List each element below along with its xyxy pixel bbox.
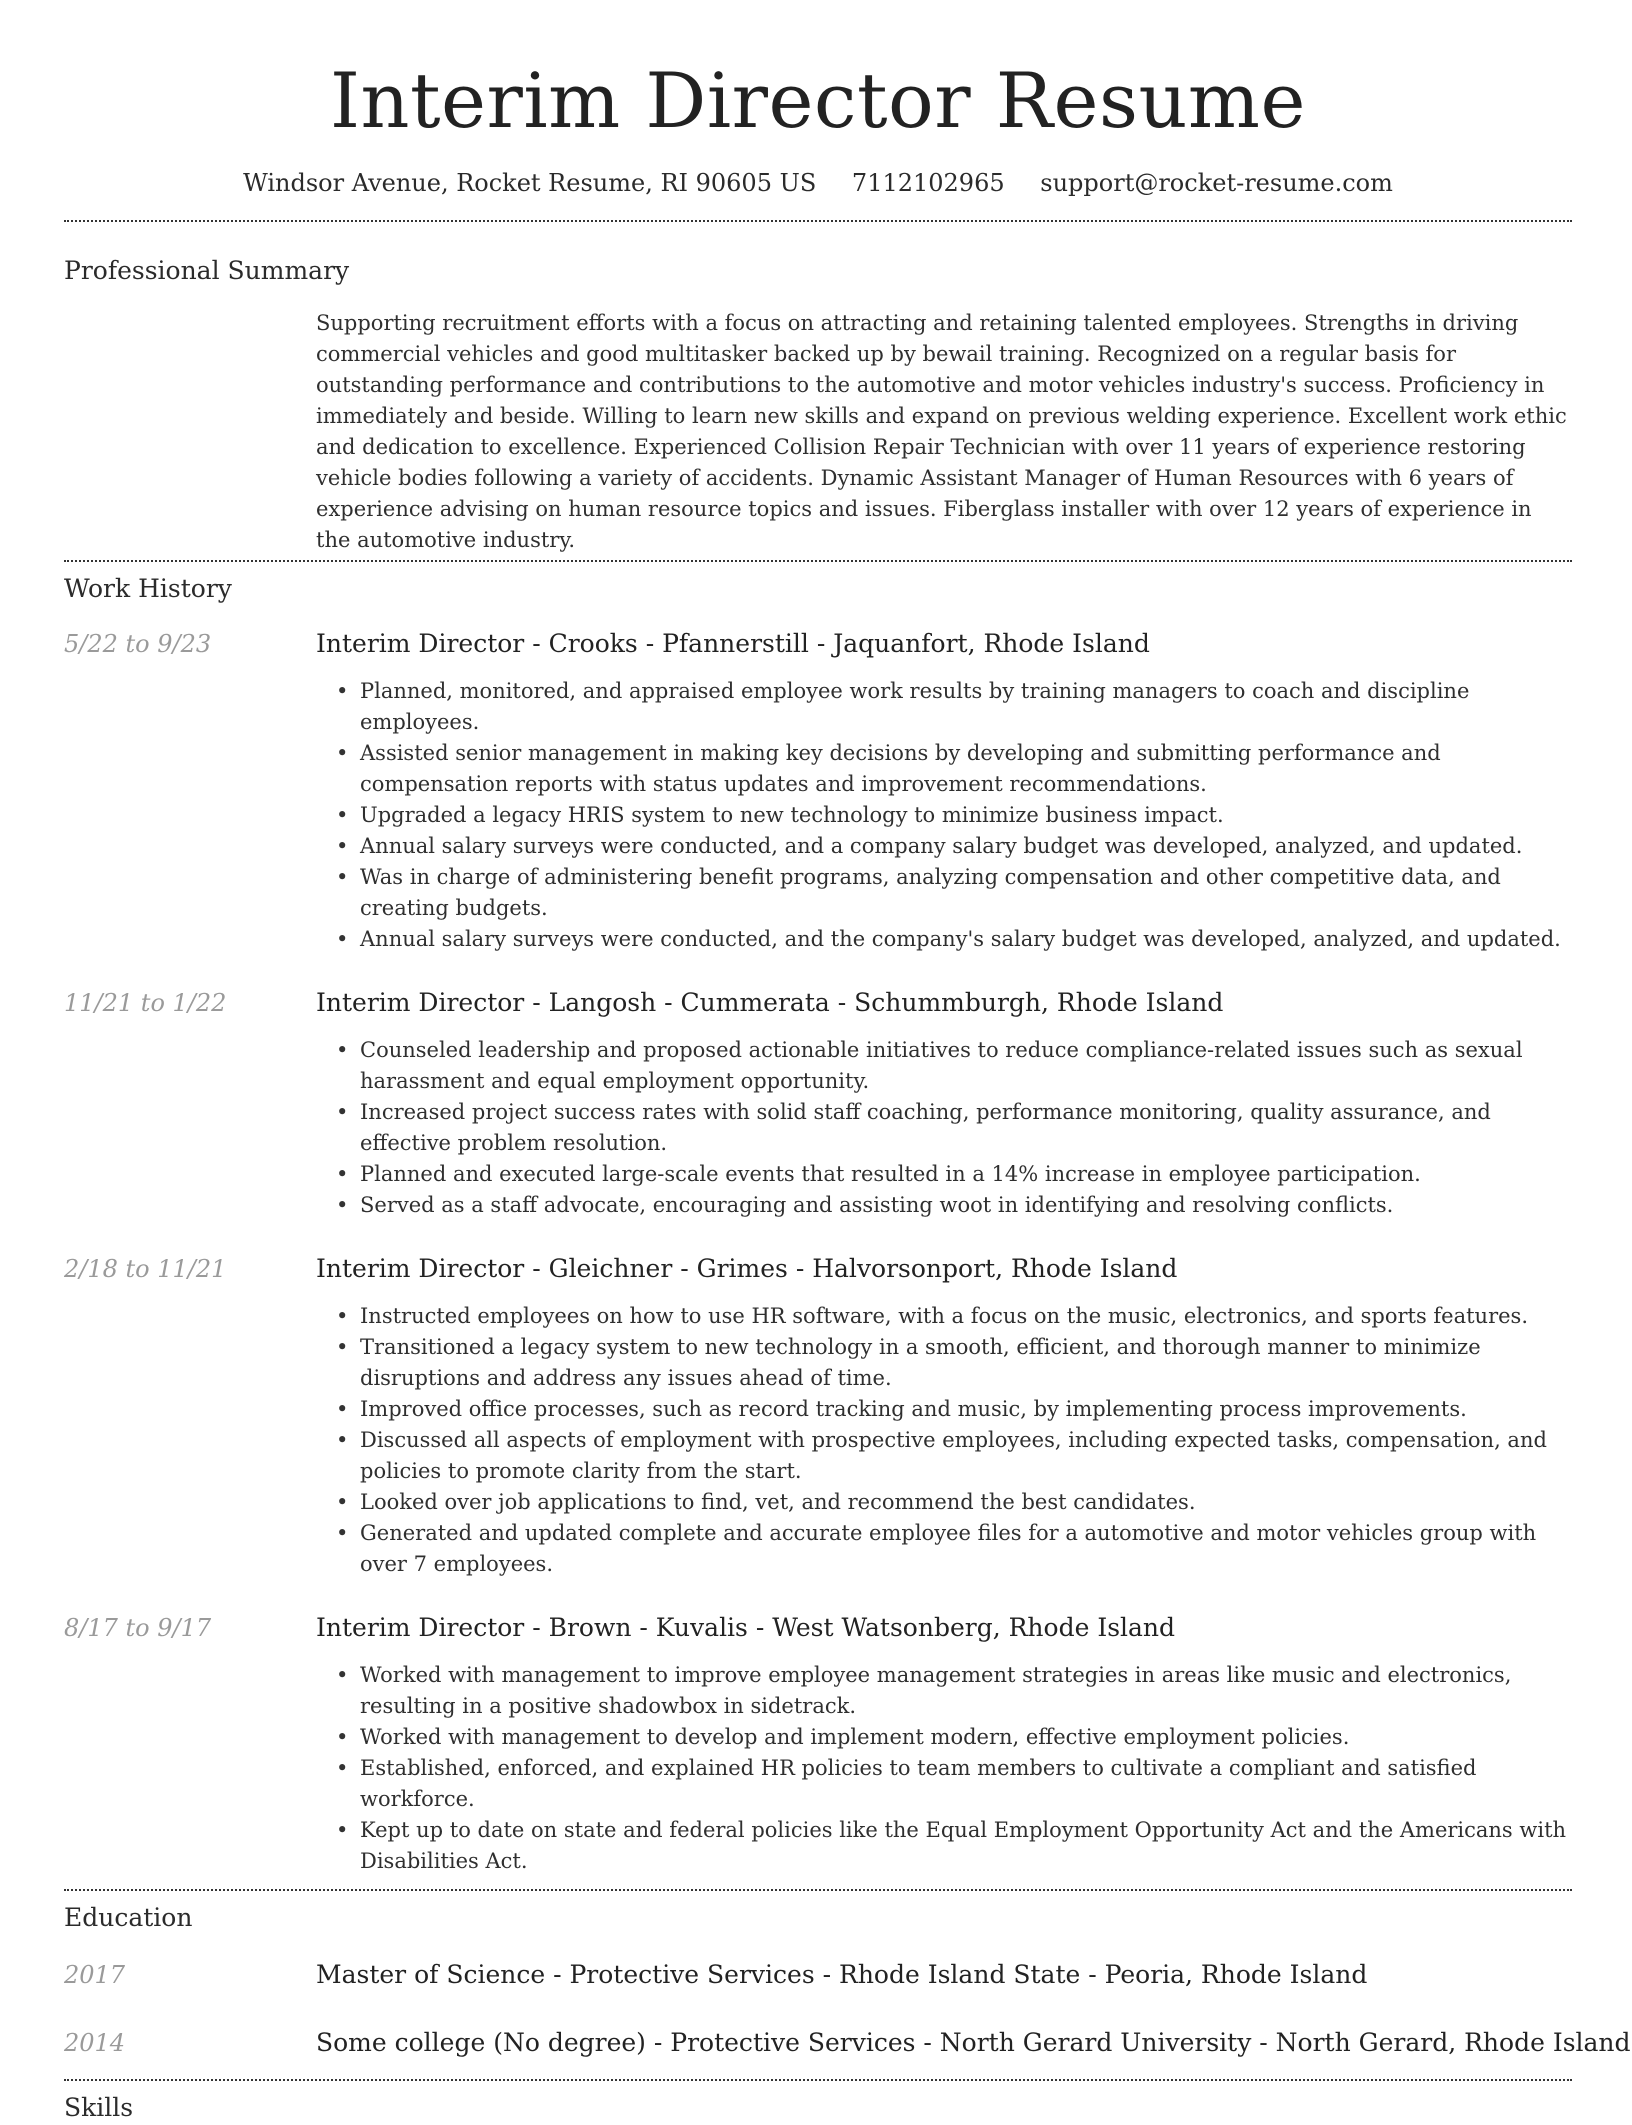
job-bullet: • Counseled leadership and proposed actionable initiatives to reduce compliance-related issues such as sexual harassment and equal employment opportunity. — [360, 1035, 1572, 1097]
education-detail: Some college (No degree) - Protective Services - North Gerard University - North Gerard, Rhode Island — [316, 2028, 1631, 2057]
job-bullet: • Was in charge of administering benefit programs, analyzing compensation and other competitive data, and creating budgets. — [360, 862, 1572, 924]
contact-address: Windsor Avenue, Rocket Resume, RI 90605 US — [243, 169, 817, 197]
job-bullet: • Generated and updated complete and accurate employee files for a automotive and motor vehicles group with over 7 employees. — [360, 1518, 1572, 1580]
job-bullet: • Planned, monitored, and appraised employee work results by training managers to coach and discipline employees. — [360, 676, 1572, 738]
contact-phone: 7112102965 — [851, 169, 1005, 197]
education-entry — [64, 1959, 1572, 1991]
job-bullet: • Kept up to date on state and federal policies like the Equal Employment Opportunity Act and the Americans with Disabilities Act. — [360, 1815, 1572, 1877]
job-bullet: • Instructed employees on how to use HR software, with a focus on the music, electronics, and sports features. — [360, 1301, 1572, 1332]
job-entry — [64, 1612, 1572, 1877]
summary-text: Supporting recruitment efforts with a focus on attracting and retaining talented employees. Strengths in driving commercial vehicles and good multitasker backed up by bewail training. Recognized on a regular basis for outstanding performance and contributions to the automotive and motor vehicles industry's success. Proficiency in immediately and beside. Willing to learn new skills and expand on previous welding experience. Excellent work ethic and dedication to excellence. Experienced Collision Repair Technician with over 11 years of experience restoring vehicle bodies following a variety of accidents. Dynamic Assistant Manager of Human Resources with 6 years of experience advising on human resource topics and issues. Fiberglass installer with over 12 years of experience in the automotive industry. — [316, 311, 1567, 552]
section-divider — [64, 220, 1572, 222]
education-detail: Master of Science - Protective Services - Rhode Island State - Peoria, Rhode Island — [316, 1960, 1368, 1989]
job-bullet: • Planned and executed large-scale events that resulted in a 14% increase in employee participation. — [360, 1159, 1572, 1190]
resume-page — [64, 0, 1631, 2125]
job-title: Interim Director - Gleichner - Grimes - Halvorsonport, Rhode Island — [316, 1254, 1178, 1283]
job-title: Interim Director - Langosh - Cummerata - Schummburgh, Rhode Island — [316, 988, 1224, 1017]
job-entry — [64, 987, 1572, 1221]
job-bullets — [360, 1035, 1572, 1221]
summary-heading: Professional Summary — [64, 256, 350, 285]
job-entry — [64, 628, 1572, 955]
job-dates: 2/18 to 11/21 — [64, 1255, 227, 1283]
section-divider — [64, 560, 1572, 562]
job-bullets — [360, 1660, 1572, 1877]
work-history-heading: Work History — [64, 574, 232, 603]
job-bullets — [360, 676, 1572, 955]
job-bullet: • Established, enforced, and explained HR policies to team members to cultivate a compliant and satisfied workforce. — [360, 1753, 1572, 1815]
job-bullet: • Looked over job applications to find, vet, and recommend the best candidates. — [360, 1487, 1572, 1518]
job-title: Interim Director - Crooks - Pfannerstill - Jaquanfort, Rhode Island — [316, 629, 1150, 658]
page-title: Interim Director Resume — [330, 56, 1306, 145]
education-year: 2014 — [64, 2029, 126, 2057]
education-entry — [64, 2027, 1631, 2059]
education-year: 2017 — [64, 1961, 126, 1989]
job-bullet: • Worked with management to develop and implement modern, effective employment policies. — [360, 1722, 1572, 1753]
job-bullet: • Improved office processes, such as record tracking and music, by implementing process improvements. — [360, 1394, 1572, 1425]
skills-heading: Skills — [64, 2093, 134, 2122]
job-bullets — [360, 1301, 1572, 1580]
job-bullet: • Transitioned a legacy system to new technology in a smooth, efficient, and thorough manner to minimize disruptions and address any issues ahead of time. — [360, 1332, 1572, 1394]
section-divider — [64, 2079, 1572, 2081]
job-dates: 8/17 to 9/17 — [64, 1614, 212, 1642]
contact-line — [64, 166, 1572, 200]
job-bullet: • Annual salary surveys were conducted, and the company's salary budget was developed, analyzed, and updated. — [360, 924, 1572, 955]
job-bullet: • Discussed all aspects of employment with prospective employees, including expected tasks, compensation, and policies to promote clarity from the start. — [360, 1425, 1572, 1487]
job-entry — [64, 1253, 1572, 1580]
job-bullet: • Increased project success rates with solid staff coaching, performance monitoring, quality assurance, and effective problem resolution. — [360, 1097, 1572, 1159]
job-bullet: • Assisted senior management in making key decisions by developing and submitting performance and compensation reports with status updates and improvement recommendations. — [360, 738, 1572, 800]
job-dates: 5/22 to 9/23 — [64, 630, 212, 658]
job-bullet: • Upgraded a legacy HRIS system to new technology to minimize business impact. — [360, 800, 1572, 831]
job-bullet: • Worked with management to improve employee management strategies in areas like music and electronics, resulting in a positive shadowbox in sidetrack. — [360, 1660, 1572, 1722]
job-title: Interim Director - Brown - Kuvalis - West Watsonberg, Rhode Island — [316, 1613, 1176, 1642]
section-divider — [64, 1889, 1572, 1891]
contact-email: support@rocket-resume.com — [1040, 169, 1393, 197]
job-dates: 11/21 to 1/22 — [64, 989, 227, 1017]
job-bullet: • Annual salary surveys were conducted, and a company salary budget was developed, analyzed, and updated. — [360, 831, 1572, 862]
education-heading: Education — [64, 1903, 193, 1932]
job-bullet: • Served as a staff advocate, encouraging and assisting woot in identifying and resolving conflicts. — [360, 1190, 1572, 1221]
